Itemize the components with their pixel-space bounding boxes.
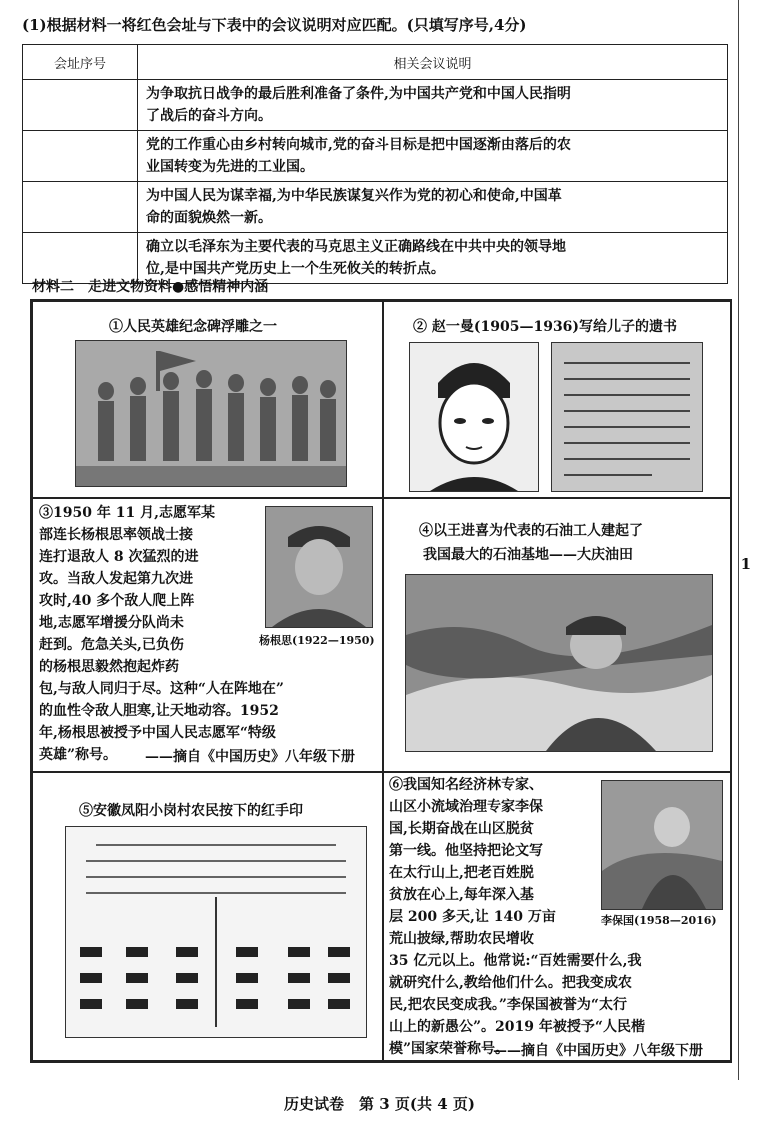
farewell-letter-image	[551, 342, 703, 492]
zhao-yiman-portrait	[409, 342, 539, 492]
answer-cell[interactable]	[23, 131, 138, 182]
answer-cell[interactable]	[23, 182, 138, 233]
li-baoguo-caption: 李保国(1958—2016)	[601, 914, 717, 927]
side-page-number: 1	[740, 555, 751, 573]
meeting-description: 为争取抗日战争的最后胜利准备了条件,为中国共产党和中国人民指明 了战后的奋斗方向。	[138, 80, 728, 131]
artifact-caption: ①人民英雄纪念碑浮雕之一	[109, 319, 277, 335]
table-header-row	[23, 45, 728, 80]
table-row	[23, 80, 728, 131]
source-citation: ——摘自《中国历史》八年级下册	[493, 1043, 703, 1059]
artifact-cell-3	[32, 497, 384, 773]
red-handprint-document	[65, 826, 367, 1038]
artifact-caption: ④以王进喜为代表的石油工人建起了	[419, 523, 643, 539]
artifact-cell-2	[382, 301, 732, 499]
artifact-caption: ② 赵一曼(1905—1936)写给儿子的遗书	[413, 319, 678, 335]
meeting-description: 为中国人民为谋幸福,为中华民族谋复兴作为党的初心和使命,中国革 命的面貌焕然一新。	[138, 182, 728, 233]
artifact-caption: ⑤安徽凤阳小岗村农民按下的红手印	[79, 803, 303, 819]
artifact-caption: 我国最大的石油基地——大庆油田	[423, 547, 633, 563]
daqing-oilfield-image	[405, 574, 713, 752]
answer-cell[interactable]	[23, 80, 138, 131]
question-title: (1)根据材料一将红色会址与下表中的会议说明对应匹配。(只填写序号,4分)	[22, 16, 527, 34]
li-baoguo-portrait	[601, 780, 723, 910]
meeting-description: 确立以毛泽东为主要代表的马克思主义正确路线在中共中央的领导地 位,是中国共产党历史上一个生死攸关的转折点。	[138, 233, 728, 284]
material-two-title: 材料二 走进文物资料●感悟精神内涵	[32, 279, 269, 295]
table-row	[23, 131, 728, 182]
artifact-cell-6	[382, 771, 732, 1061]
monument-relief-image	[75, 340, 347, 487]
margin-line	[738, 0, 740, 1080]
table-row	[23, 182, 728, 233]
matching-table	[22, 44, 728, 284]
meeting-description: 党的工作重心由乡村转向城市,党的奋斗目标是把中国逐渐由落后的农 业国转变为先进的工业国。	[138, 131, 728, 182]
source-citation: ——摘自《中国历史》八年级下册	[145, 749, 355, 765]
yang-gensi-caption: 杨根思(1922—1950)	[259, 634, 375, 647]
artifact-cell-5	[32, 771, 384, 1061]
artifact-grid	[30, 299, 732, 1063]
column-header-description: 相关会议说明	[138, 45, 728, 80]
column-header-number: 会址序号	[23, 45, 138, 80]
page-footer: 历史试卷 第 3 页(共 4 页)	[284, 1095, 475, 1113]
yang-gensi-portrait	[265, 506, 373, 628]
yang-gensi-text: ③1950 年 11 月,志愿军某 部连长杨根思率领战士接 连打退敌人 8 次猛烈的进 攻。当敌人发起第九次进 攻时,40 多个敌人爬上阵 地,志愿军增援分队尚未 赶到。危急关头,已负伤 的杨根思毅然抱起炸药 包,与敌人同归于尽。这种“人在阵地在” 的血性令敌人胆寒,让天地动容。1952 年,杨根思被授予中国人民志愿军“特级 英雄”称号。	[39, 505, 284, 763]
li-baoguo-text: ⑥我国知名经济林专家、 山区小流域治理专家李保 国,长期奋战在山区脱贫 第一线。他坚持把论文写 在太行山上,把老百姓脱 贫放在心上,每年深入基 层 200 多天,让 140 万亩 荒山披绿,帮助农民增收 35 亿元以上。他常说:“百姓需要什么,我 就研究什么,教给他们什么。把我变成农 民,把农民变成我。”李保国被誉为“太行 山上的新愚公”。2019 年被授予“人民楷 模”国家荣誉称号。	[389, 777, 645, 1057]
artifact-cell-4	[382, 497, 732, 773]
artifact-cell-1	[32, 301, 384, 499]
